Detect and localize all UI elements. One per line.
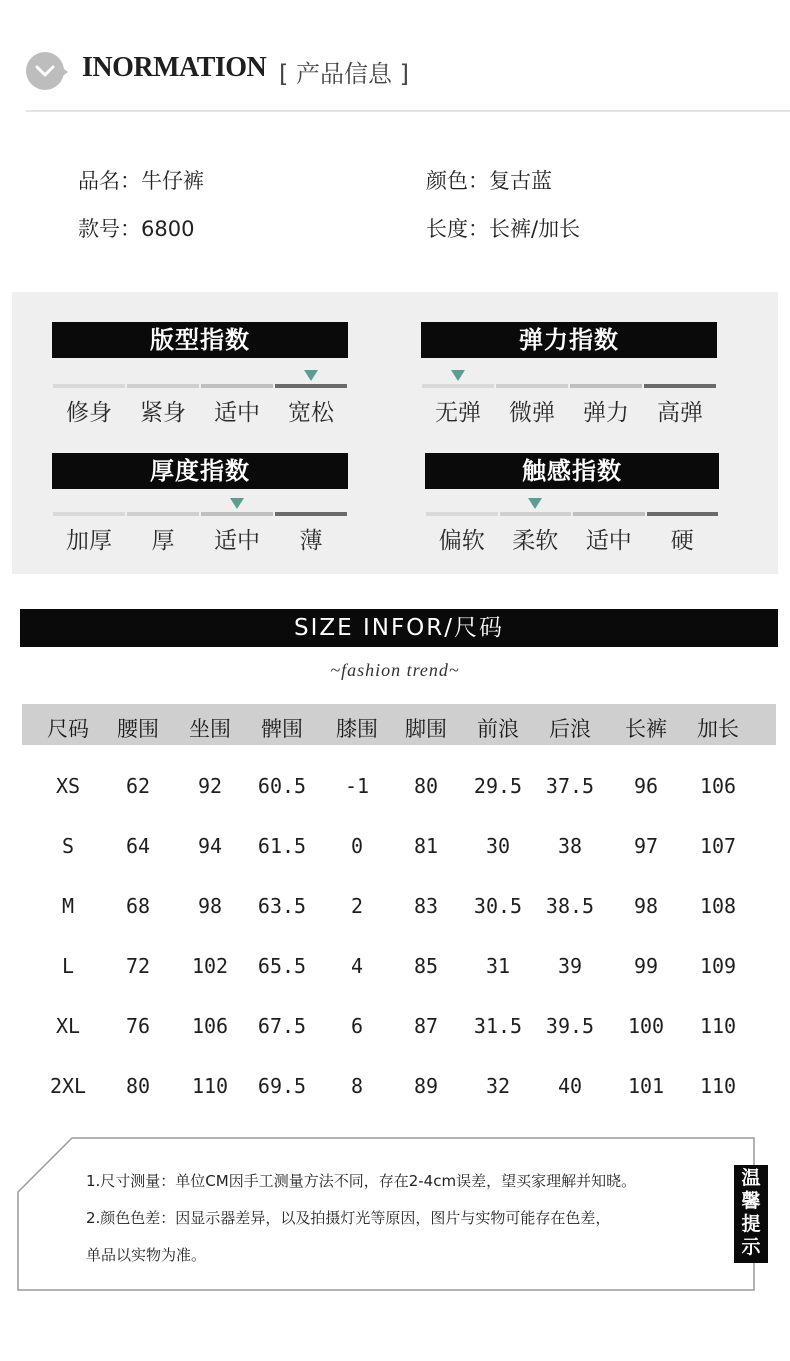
table-cell: 32	[485, 1074, 511, 1098]
table-cell: S	[61, 834, 75, 858]
product-style-no: 款号：6800	[78, 217, 195, 241]
table-cell: 96	[633, 774, 659, 798]
scale-label: 无弹	[435, 400, 481, 426]
scale-label: 适中	[585, 528, 632, 554]
table-cell: 29.5	[473, 774, 523, 798]
table-row	[0, 894, 790, 920]
product-length: 长度：长裤/加长	[426, 217, 581, 241]
scale-segment	[127, 384, 199, 388]
table-cell: 110	[699, 1014, 737, 1038]
table-cell: 64	[125, 834, 151, 858]
table-cell: 39	[557, 954, 583, 978]
scale-segment	[422, 384, 494, 388]
scale-segment	[201, 512, 273, 516]
table-row	[0, 1074, 790, 1100]
table-header-cell: 膝围	[336, 717, 378, 741]
table-cell: L	[61, 954, 75, 978]
fit-index	[52, 322, 348, 426]
table-cell: 63.5	[257, 894, 307, 918]
table-header-cell: 髀围	[261, 717, 303, 741]
product-name: 品名：牛仔裤	[78, 169, 204, 193]
selected-marker-icon	[304, 370, 318, 381]
table-header-cell: 脚围	[405, 717, 447, 741]
table-header-cell: 后浪	[549, 717, 591, 741]
scale-segment	[426, 512, 498, 516]
product-color: 颜色：复古蓝	[426, 169, 552, 193]
table-cell: 100	[627, 1014, 665, 1038]
selected-marker-icon	[528, 498, 542, 509]
table-cell: 98	[633, 894, 659, 918]
scale-segment	[647, 512, 719, 516]
table-cell: 31	[485, 954, 511, 978]
table-cell: 98	[197, 894, 223, 918]
table-cell: 108	[699, 894, 737, 918]
size-table-header	[22, 704, 776, 745]
thickness-index-title: 厚度指数	[52, 453, 348, 489]
scale-label: 微弹	[509, 400, 555, 426]
table-cell: 92	[197, 774, 223, 798]
table-cell: 110	[191, 1074, 229, 1098]
table-cell: 38.5	[545, 894, 595, 918]
selected-marker-icon	[230, 498, 244, 509]
table-cell: 80	[125, 1074, 151, 1098]
table-cell: 30.5	[473, 894, 523, 918]
note-measurement: 1.尺寸测量：单位CM因手工测量方法不同，存在2-4cm误差，望买家理解并知晓。	[86, 1172, 637, 1190]
table-cell: 94	[197, 834, 223, 858]
scale-label: 偏软	[438, 528, 485, 554]
scale-label: 弹力	[583, 400, 629, 426]
scale-segment	[644, 384, 716, 388]
table-cell: 2XL	[49, 1074, 87, 1098]
scale-segment	[500, 512, 572, 516]
scale-label: 高弹	[657, 400, 703, 426]
table-cell: 101	[627, 1074, 665, 1098]
table-cell: 30	[485, 834, 511, 858]
table-cell: 65.5	[257, 954, 307, 978]
scale-label: 修身	[66, 400, 112, 426]
table-header-cell: 坐围	[189, 717, 231, 741]
table-cell: 6	[350, 1014, 364, 1038]
table-header-cell: 前浪	[477, 717, 519, 741]
scale-label: 适中	[214, 528, 260, 554]
fit-index-title: 版型指数	[52, 322, 348, 358]
table-cell: 87	[413, 1014, 439, 1038]
table-row	[0, 834, 790, 860]
table-cell: 99	[633, 954, 659, 978]
scale-segment	[573, 512, 645, 516]
fashion-tagline: ~fashion trend~	[330, 660, 460, 680]
scale-segment	[496, 384, 568, 388]
scale-segment	[201, 384, 273, 388]
table-cell: M	[61, 894, 75, 918]
table-cell: 31.5	[473, 1014, 523, 1038]
table-cell: 106	[191, 1014, 229, 1038]
note-color-difference: 2.颜色色差：因显示器差异，以及拍摄灯光等原因，图片与实物可能存在色差，	[86, 1209, 611, 1227]
note-actual-product: 单品以实物为准。	[86, 1246, 207, 1264]
table-cell: 72	[125, 954, 151, 978]
table-row	[0, 954, 790, 980]
table-cell: 39.5	[545, 1014, 595, 1038]
table-cell: 106	[699, 774, 737, 798]
table-row	[0, 1014, 790, 1040]
table-header-cell: 腰围	[117, 717, 159, 741]
table-header-cell: 尺码	[47, 717, 89, 741]
size-section-title: SIZE INFOR/尺码	[20, 609, 778, 647]
table-cell: 2	[350, 894, 364, 918]
table-header-cell: 长裤	[625, 717, 667, 741]
scale-label: 硬	[670, 528, 694, 554]
scale-segment	[53, 512, 125, 516]
table-header-cell: 加长	[697, 717, 739, 741]
elasticity-index	[421, 322, 717, 426]
scale-segment	[570, 384, 642, 388]
table-cell: 68	[125, 894, 151, 918]
scale-segment	[275, 384, 347, 388]
table-cell: 102	[191, 954, 229, 978]
table-cell: 107	[699, 834, 737, 858]
touch-index	[425, 453, 719, 554]
scale-label: 加厚	[66, 528, 112, 554]
table-cell: 109	[699, 954, 737, 978]
chevron-right-icon	[52, 60, 72, 88]
table-cell: 37.5	[545, 774, 595, 798]
page-subtitle: [ 产品信息 ]	[279, 60, 409, 88]
table-cell: -1	[344, 774, 370, 798]
scale-segment	[53, 384, 125, 388]
table-cell: 76	[125, 1014, 151, 1038]
table-cell: 40	[557, 1074, 583, 1098]
table-cell: 80	[413, 774, 439, 798]
table-cell: 89	[413, 1074, 439, 1098]
table-cell: 110	[699, 1074, 737, 1098]
table-cell: 81	[413, 834, 439, 858]
table-cell: 97	[633, 834, 659, 858]
selected-marker-icon	[451, 370, 465, 381]
scale-segment	[275, 512, 347, 516]
size-table-body	[0, 745, 790, 1125]
table-row	[0, 774, 790, 800]
table-cell: 83	[413, 894, 439, 918]
scale-segment	[127, 512, 199, 516]
scale-label: 厚	[151, 528, 175, 554]
scale-label: 适中	[214, 400, 260, 426]
table-cell: 67.5	[257, 1014, 307, 1038]
elasticity-index-title: 弹力指数	[421, 322, 717, 358]
header-divider	[26, 110, 790, 112]
table-cell: 61.5	[257, 834, 307, 858]
scale-label: 宽松	[288, 400, 334, 426]
table-cell: 69.5	[257, 1074, 307, 1098]
table-cell: 0	[350, 834, 364, 858]
table-cell: 8	[350, 1074, 364, 1098]
table-cell: 62	[125, 774, 151, 798]
table-cell: XS	[55, 774, 81, 798]
tips-tag: 温馨提示	[734, 1165, 768, 1263]
table-cell: 60.5	[257, 774, 307, 798]
thickness-index	[52, 453, 348, 554]
touch-index-title: 触感指数	[425, 453, 719, 489]
scale-label: 柔软	[512, 528, 559, 554]
table-cell: 4	[350, 954, 364, 978]
table-cell: 38	[557, 834, 583, 858]
table-cell: XL	[55, 1014, 81, 1038]
table-cell: 85	[413, 954, 439, 978]
scale-label: 薄	[299, 528, 323, 554]
page-title: INORMATION	[82, 52, 267, 83]
scale-label: 紧身	[140, 400, 186, 426]
